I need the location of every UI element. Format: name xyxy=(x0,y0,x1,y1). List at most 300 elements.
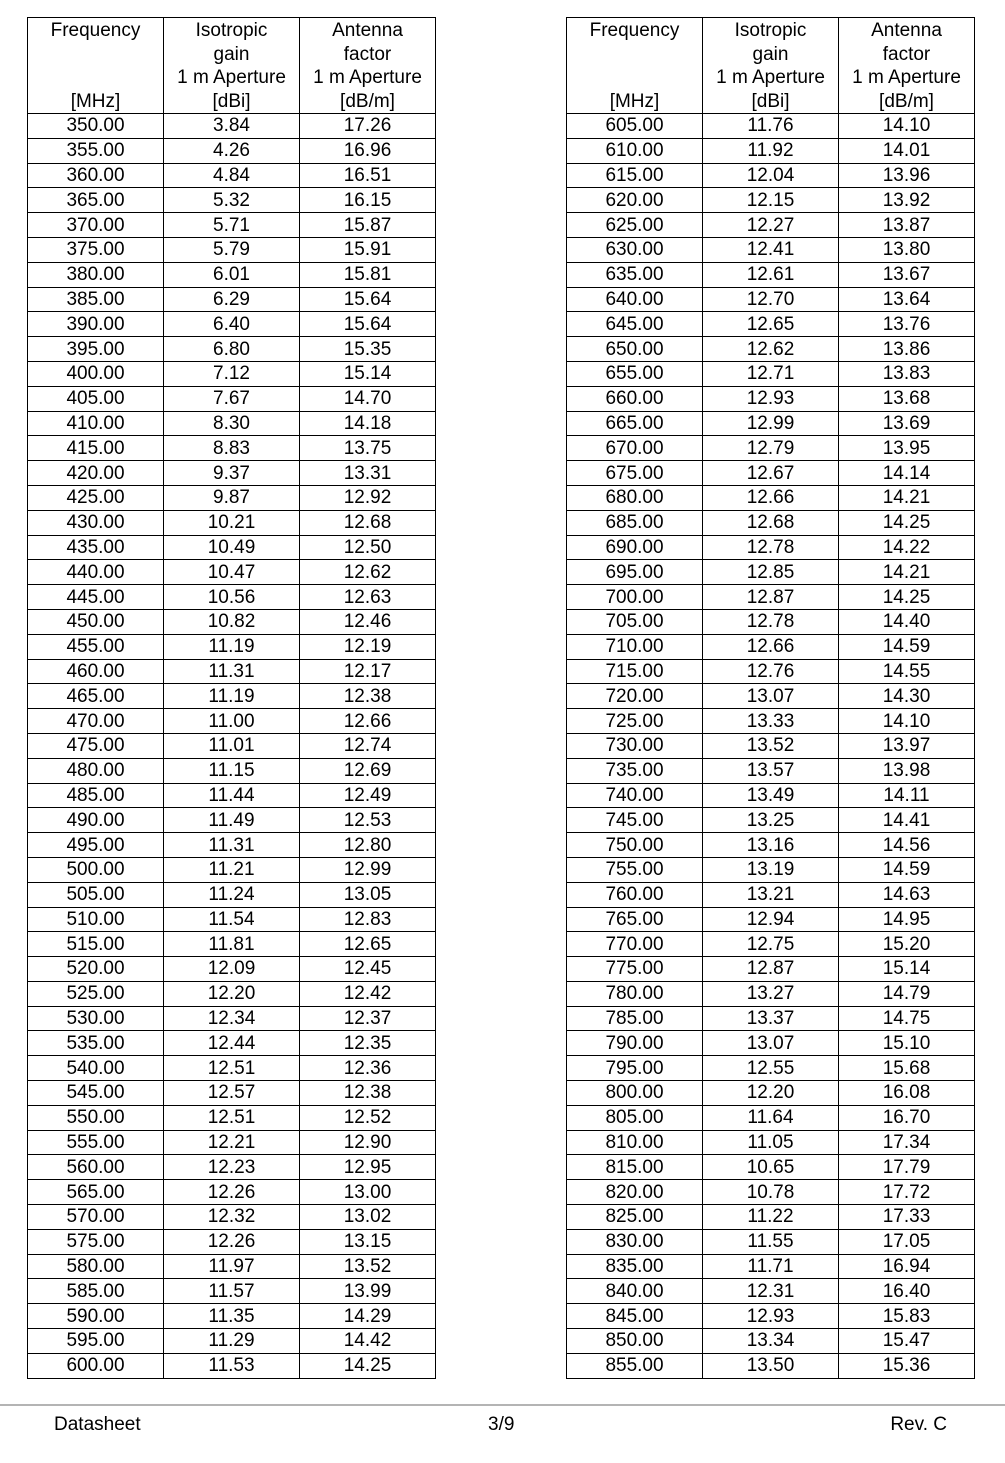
table-row xyxy=(567,510,975,535)
table-cell: 15.10 xyxy=(839,1031,975,1056)
table-cell: 12.68 xyxy=(703,510,839,535)
table-cell: 12.85 xyxy=(703,560,839,585)
table-row xyxy=(567,337,975,362)
table-cell: 510.00 xyxy=(28,907,164,932)
table-header xyxy=(567,18,975,114)
table-row xyxy=(28,1205,436,1230)
table-cell: 14.22 xyxy=(839,535,975,560)
table-row xyxy=(567,361,975,386)
table-cell: 565.00 xyxy=(28,1180,164,1205)
table-cell: 12.41 xyxy=(703,237,839,262)
table-cell: 12.69 xyxy=(300,758,436,783)
table-cell: 520.00 xyxy=(28,957,164,982)
table-row xyxy=(567,188,975,213)
table-cell: 12.19 xyxy=(300,634,436,659)
table-cell: 12.26 xyxy=(164,1180,300,1205)
column-header-line: 1 m Aperture xyxy=(852,67,961,88)
table-row xyxy=(28,758,436,783)
table-cell: 465.00 xyxy=(28,684,164,709)
table-cell: 770.00 xyxy=(567,932,703,957)
table-cell: 14.29 xyxy=(300,1304,436,1329)
table-cell: 400.00 xyxy=(28,361,164,386)
table-cell: 450.00 xyxy=(28,609,164,634)
table-cell: 545.00 xyxy=(28,1081,164,1106)
table-cell: 11.35 xyxy=(164,1304,300,1329)
table-cell: 805.00 xyxy=(567,1105,703,1130)
table-cell: 11.22 xyxy=(703,1205,839,1230)
table-row xyxy=(28,237,436,262)
table-cell: 475.00 xyxy=(28,733,164,758)
table-cell: 685.00 xyxy=(567,510,703,535)
table-cell: 13.33 xyxy=(703,709,839,734)
table-cell: 13.83 xyxy=(839,361,975,386)
table-cell: 445.00 xyxy=(28,585,164,610)
antenna-data-table-left xyxy=(27,17,436,1379)
table-row xyxy=(567,932,975,957)
table-cell: 7.67 xyxy=(164,386,300,411)
table-cell: 11.64 xyxy=(703,1105,839,1130)
table-row xyxy=(567,560,975,585)
table-row xyxy=(567,733,975,758)
table-row xyxy=(567,907,975,932)
table-cell: 14.55 xyxy=(839,659,975,684)
table-cell: 785.00 xyxy=(567,1006,703,1031)
table-cell: 11.31 xyxy=(164,659,300,684)
table-row xyxy=(567,684,975,709)
table-row xyxy=(28,1353,436,1378)
table-cell: 725.00 xyxy=(567,709,703,734)
table-cell: 12.87 xyxy=(703,585,839,610)
table-row xyxy=(567,1130,975,1155)
table-cell: 420.00 xyxy=(28,461,164,486)
table-row xyxy=(28,386,436,411)
table-row xyxy=(28,659,436,684)
table-cell: 16.40 xyxy=(839,1279,975,1304)
table-cell: 560.00 xyxy=(28,1155,164,1180)
table-cell: 575.00 xyxy=(28,1229,164,1254)
table-cell: 495.00 xyxy=(28,833,164,858)
table-cell: 12.38 xyxy=(300,1081,436,1106)
table-row xyxy=(28,560,436,585)
table-cell: 5.79 xyxy=(164,237,300,262)
table-row xyxy=(567,1031,975,1056)
table-cell: 13.92 xyxy=(839,188,975,213)
table-cell: 820.00 xyxy=(567,1180,703,1205)
table-cell: 12.15 xyxy=(703,188,839,213)
table-cell: 11.81 xyxy=(164,932,300,957)
table-cell: 17.26 xyxy=(300,114,436,139)
table-cell: 415.00 xyxy=(28,436,164,461)
table-cell: 650.00 xyxy=(567,337,703,362)
table-cell: 595.00 xyxy=(28,1329,164,1354)
table-cell: 13.76 xyxy=(839,312,975,337)
table-cell: 13.68 xyxy=(839,386,975,411)
table-cell: 10.78 xyxy=(703,1180,839,1205)
table-cell: 12.78 xyxy=(703,609,839,634)
table-row xyxy=(567,833,975,858)
table-cell: 535.00 xyxy=(28,1031,164,1056)
table-cell: 14.18 xyxy=(300,411,436,436)
table-cell: 15.81 xyxy=(300,262,436,287)
table-cell: 13.69 xyxy=(839,411,975,436)
table-cell: 730.00 xyxy=(567,733,703,758)
unit-cell: [dB/m] xyxy=(300,90,436,114)
table-cell: 675.00 xyxy=(567,461,703,486)
table-row xyxy=(567,882,975,907)
table-cell: 12.65 xyxy=(300,932,436,957)
table-row xyxy=(28,1031,436,1056)
table-row xyxy=(28,1229,436,1254)
unit-cell: [dBi] xyxy=(703,90,839,114)
table-row xyxy=(567,808,975,833)
table-row xyxy=(567,312,975,337)
table-cell: 12.93 xyxy=(703,1304,839,1329)
table-cell: 14.21 xyxy=(839,485,975,510)
table-row xyxy=(28,337,436,362)
table-cell: 12.79 xyxy=(703,436,839,461)
table-cell: 12.36 xyxy=(300,1056,436,1081)
table-cell: 750.00 xyxy=(567,833,703,858)
table-cell: 12.27 xyxy=(703,213,839,238)
table-cell: 635.00 xyxy=(567,262,703,287)
table-cell: 17.34 xyxy=(839,1130,975,1155)
table-cell: 4.26 xyxy=(164,138,300,163)
table-cell: 15.14 xyxy=(300,361,436,386)
table-cell: 10.21 xyxy=(164,510,300,535)
table-row xyxy=(567,138,975,163)
column-header-line: Frequency xyxy=(50,20,141,41)
table-cell: 14.40 xyxy=(839,609,975,634)
table-row xyxy=(28,907,436,932)
table-cell: 16.08 xyxy=(839,1081,975,1106)
table-cell: 12.62 xyxy=(300,560,436,585)
table-row xyxy=(28,709,436,734)
table-cell: 13.52 xyxy=(703,733,839,758)
table-cell: 705.00 xyxy=(567,609,703,634)
table-cell: 425.00 xyxy=(28,485,164,510)
table-row xyxy=(28,1105,436,1130)
table-cell: 435.00 xyxy=(28,535,164,560)
table-cell: 13.07 xyxy=(703,1031,839,1056)
table-cell: 555.00 xyxy=(28,1130,164,1155)
table-cell: 4.84 xyxy=(164,163,300,188)
table-cell: 615.00 xyxy=(567,163,703,188)
table-cell: 550.00 xyxy=(28,1105,164,1130)
table-cell: 630.00 xyxy=(567,237,703,262)
column-header-line: 1 m Aperture xyxy=(313,67,422,88)
table-cell: 13.15 xyxy=(300,1229,436,1254)
table-cell: 710.00 xyxy=(567,634,703,659)
table-cell: 10.47 xyxy=(164,560,300,585)
table-row xyxy=(28,163,436,188)
table-row xyxy=(567,436,975,461)
table-cell: 390.00 xyxy=(28,312,164,337)
table-cell: 380.00 xyxy=(28,262,164,287)
table-row xyxy=(567,163,975,188)
table-cell: 13.21 xyxy=(703,882,839,907)
table-row xyxy=(28,1056,436,1081)
table-cell: 11.76 xyxy=(703,114,839,139)
table-cell: 6.01 xyxy=(164,262,300,287)
table-row xyxy=(567,981,975,1006)
table-cell: 505.00 xyxy=(28,882,164,907)
table-cell: 680.00 xyxy=(567,485,703,510)
table-row xyxy=(567,1254,975,1279)
table-cell: 11.97 xyxy=(164,1254,300,1279)
table-cell: 715.00 xyxy=(567,659,703,684)
table-cell: 645.00 xyxy=(567,312,703,337)
table-cell: 15.83 xyxy=(839,1304,975,1329)
column-header-line: Antenna xyxy=(332,20,403,41)
table-row xyxy=(28,833,436,858)
table-cell: 12.38 xyxy=(300,684,436,709)
table-cell: 12.62 xyxy=(703,337,839,362)
footer-document-type: Datasheet xyxy=(54,1414,141,1435)
table-cell: 13.49 xyxy=(703,783,839,808)
table-cell: 845.00 xyxy=(567,1304,703,1329)
table-cell: 690.00 xyxy=(567,535,703,560)
table-row xyxy=(567,585,975,610)
table-cell: 14.56 xyxy=(839,833,975,858)
table-cell: 16.15 xyxy=(300,188,436,213)
table-cell: 11.19 xyxy=(164,684,300,709)
table-cell: 570.00 xyxy=(28,1205,164,1230)
table-cell: 5.71 xyxy=(164,213,300,238)
table-cell: 12.51 xyxy=(164,1105,300,1130)
table-cell: 12.74 xyxy=(300,733,436,758)
table-cell: 13.97 xyxy=(839,733,975,758)
table-row xyxy=(567,957,975,982)
table-cell: 12.67 xyxy=(703,461,839,486)
table-cell: 12.65 xyxy=(703,312,839,337)
table-cell: 6.80 xyxy=(164,337,300,362)
table-row xyxy=(28,857,436,882)
column-header-col3 xyxy=(839,18,975,91)
table-cell: 800.00 xyxy=(567,1081,703,1106)
table-row xyxy=(28,783,436,808)
table-row xyxy=(567,783,975,808)
table-cell: 385.00 xyxy=(28,287,164,312)
table-row xyxy=(28,609,436,634)
table-cell: 480.00 xyxy=(28,758,164,783)
table-row xyxy=(28,981,436,1006)
table-cell: 600.00 xyxy=(28,1353,164,1378)
table-row xyxy=(28,510,436,535)
table-cell: 16.51 xyxy=(300,163,436,188)
table-row xyxy=(567,1229,975,1254)
table-cell: 12.80 xyxy=(300,833,436,858)
table-cell: 670.00 xyxy=(567,436,703,461)
table-cell: 12.46 xyxy=(300,609,436,634)
column-header-line: Antenna xyxy=(871,20,942,41)
table-cell: 11.05 xyxy=(703,1130,839,1155)
table-cell: 10.82 xyxy=(164,609,300,634)
table-cell: 14.10 xyxy=(839,114,975,139)
table-cell: 13.37 xyxy=(703,1006,839,1031)
table-cell: 12.99 xyxy=(703,411,839,436)
table-cell: 8.83 xyxy=(164,436,300,461)
table-cell: 580.00 xyxy=(28,1254,164,1279)
table-cell: 13.95 xyxy=(839,436,975,461)
table-row xyxy=(567,857,975,882)
table-cell: 12.94 xyxy=(703,907,839,932)
column-header-line: gain xyxy=(752,43,789,65)
table-body xyxy=(567,114,975,1379)
table-row xyxy=(567,1081,975,1106)
table-cell: 460.00 xyxy=(28,659,164,684)
table-cell: 12.35 xyxy=(300,1031,436,1056)
table-row xyxy=(28,1006,436,1031)
table-cell: 395.00 xyxy=(28,337,164,362)
table-cell: 12.87 xyxy=(703,957,839,982)
table-cell: 13.16 xyxy=(703,833,839,858)
table-cell: 485.00 xyxy=(28,783,164,808)
column-header-col1 xyxy=(28,18,164,91)
table-row xyxy=(28,634,436,659)
table-cell: 525.00 xyxy=(28,981,164,1006)
table-cell: 440.00 xyxy=(28,560,164,585)
table-row xyxy=(567,287,975,312)
table-row xyxy=(567,659,975,684)
table-cell: 5.32 xyxy=(164,188,300,213)
table-cell: 430.00 xyxy=(28,510,164,535)
table-row xyxy=(567,1056,975,1081)
table-row xyxy=(567,1105,975,1130)
table-row xyxy=(567,1279,975,1304)
table-cell: 12.37 xyxy=(300,1006,436,1031)
footer-divider xyxy=(0,1404,1005,1406)
table-cell: 13.19 xyxy=(703,857,839,882)
table-cell: 605.00 xyxy=(567,114,703,139)
table-cell: 700.00 xyxy=(567,585,703,610)
table-cell: 13.96 xyxy=(839,163,975,188)
table-cell: 825.00 xyxy=(567,1205,703,1230)
table-cell: 12.51 xyxy=(164,1056,300,1081)
units-row xyxy=(567,90,975,114)
table-cell: 11.53 xyxy=(164,1353,300,1378)
table-cell: 490.00 xyxy=(28,808,164,833)
table-cell: 9.87 xyxy=(164,485,300,510)
table-cell: 15.64 xyxy=(300,312,436,337)
table-cell: 13.57 xyxy=(703,758,839,783)
header-row xyxy=(28,18,436,91)
table-cell: 12.63 xyxy=(300,585,436,610)
table-row xyxy=(567,609,975,634)
table-row xyxy=(28,1180,436,1205)
column-header-line: factor xyxy=(343,43,392,65)
table-cell: 14.01 xyxy=(839,138,975,163)
unit-cell: [dB/m] xyxy=(839,90,975,114)
table-cell: 835.00 xyxy=(567,1254,703,1279)
table-cell: 6.40 xyxy=(164,312,300,337)
table-cell: 14.11 xyxy=(839,783,975,808)
antenna-data-table-right xyxy=(566,17,975,1379)
table-row xyxy=(567,1006,975,1031)
table-cell: 12.09 xyxy=(164,957,300,982)
table-cell: 14.25 xyxy=(839,585,975,610)
table-cell: 12.75 xyxy=(703,932,839,957)
column-header-line: factor xyxy=(882,43,931,65)
table-row xyxy=(567,114,975,139)
table-row xyxy=(28,733,436,758)
table-cell: 740.00 xyxy=(567,783,703,808)
table-cell: 660.00 xyxy=(567,386,703,411)
table-cell: 12.45 xyxy=(300,957,436,982)
unit-cell: [MHz] xyxy=(28,90,164,114)
table-row xyxy=(567,1304,975,1329)
table-row xyxy=(567,237,975,262)
table-cell: 590.00 xyxy=(28,1304,164,1329)
table-cell: 16.70 xyxy=(839,1105,975,1130)
table-cell: 13.75 xyxy=(300,436,436,461)
table-cell: 12.52 xyxy=(300,1105,436,1130)
table-cell: 14.41 xyxy=(839,808,975,833)
table-cell: 745.00 xyxy=(567,808,703,833)
table-cell: 500.00 xyxy=(28,857,164,882)
units-row xyxy=(28,90,436,114)
table-cell: 14.79 xyxy=(839,981,975,1006)
table-cell: 12.68 xyxy=(300,510,436,535)
table-cell: 15.14 xyxy=(839,957,975,982)
table-row xyxy=(28,411,436,436)
table-cell: 15.20 xyxy=(839,932,975,957)
table-row xyxy=(28,585,436,610)
table-cell: 365.00 xyxy=(28,188,164,213)
table-cell: 12.49 xyxy=(300,783,436,808)
table-cell: 410.00 xyxy=(28,411,164,436)
table-row xyxy=(567,262,975,287)
table-row xyxy=(567,709,975,734)
table-cell: 11.92 xyxy=(703,138,839,163)
table-cell: 470.00 xyxy=(28,709,164,734)
table-cell: 10.49 xyxy=(164,535,300,560)
table-row xyxy=(28,436,436,461)
table-cell: 14.25 xyxy=(300,1353,436,1378)
table-cell: 14.70 xyxy=(300,386,436,411)
table-cell: 11.19 xyxy=(164,634,300,659)
table-cell: 13.52 xyxy=(300,1254,436,1279)
table-cell: 12.99 xyxy=(300,857,436,882)
table-cell: 12.93 xyxy=(703,386,839,411)
table-row xyxy=(28,1130,436,1155)
table-cell: 530.00 xyxy=(28,1006,164,1031)
table-row xyxy=(28,932,436,957)
table-row xyxy=(28,684,436,709)
column-header-col2 xyxy=(164,18,300,91)
table-row xyxy=(567,411,975,436)
table-cell: 360.00 xyxy=(28,163,164,188)
column-header-line: Isotropic xyxy=(195,20,268,41)
table-cell: 515.00 xyxy=(28,932,164,957)
table-cell: 11.54 xyxy=(164,907,300,932)
table-row xyxy=(28,1254,436,1279)
table-cell: 12.17 xyxy=(300,659,436,684)
table-cell: 12.57 xyxy=(164,1081,300,1106)
table-cell: 12.31 xyxy=(703,1279,839,1304)
table-cell: 15.87 xyxy=(300,213,436,238)
table-row xyxy=(567,461,975,486)
table-cell: 9.37 xyxy=(164,461,300,486)
table-cell: 455.00 xyxy=(28,634,164,659)
footer-revision: Rev. C xyxy=(890,1414,947,1435)
table-row xyxy=(28,461,436,486)
table-cell: 15.64 xyxy=(300,287,436,312)
table-cell: 610.00 xyxy=(567,138,703,163)
table-row xyxy=(28,1329,436,1354)
table-cell: 11.15 xyxy=(164,758,300,783)
table-cell: 12.23 xyxy=(164,1155,300,1180)
table-cell: 405.00 xyxy=(28,386,164,411)
